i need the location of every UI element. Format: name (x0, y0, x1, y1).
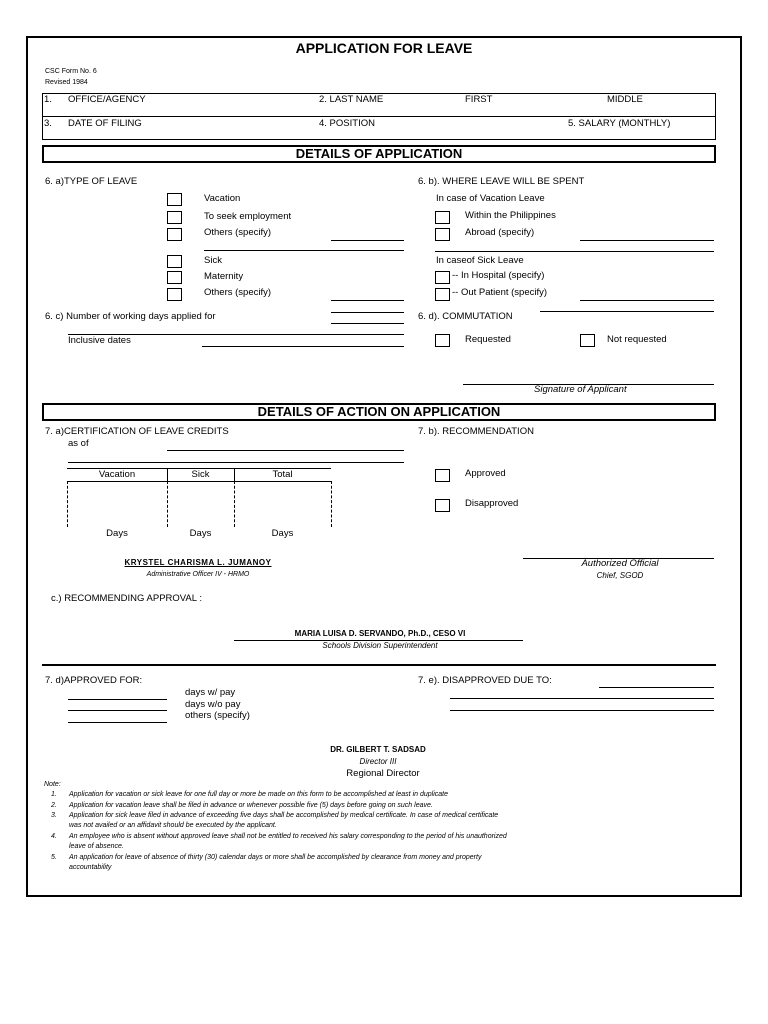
approved-for-heading: 7. d)APPROVED FOR: (45, 675, 143, 686)
note-text: Application for vacation leave shall be filed in advance or whenever possible five (5) days before going on such leave. (69, 802, 433, 809)
disapproved-due-heading: 7. e). DISAPPROVED DUE TO: (418, 675, 552, 686)
disapproved-due-line-2[interactable] (450, 710, 714, 711)
inclusive-dates-line[interactable] (202, 346, 404, 347)
disapproved-due-line-0[interactable] (599, 687, 714, 688)
out-patient-checkbox[interactable] (435, 288, 450, 301)
commutation-line (540, 311, 714, 312)
as-of-line[interactable] (167, 450, 404, 451)
vacation-others-line[interactable] (331, 240, 404, 241)
credits-vacation-days: Days (106, 528, 128, 539)
not-requested-label: Not requested (607, 334, 667, 345)
approved-for-line-2[interactable] (68, 722, 167, 723)
last-name-label: 2. LAST NAME (319, 94, 384, 105)
disapproved-checkbox[interactable] (435, 499, 450, 512)
days-without-pay-label: days w/o pay (185, 699, 241, 710)
section-divider (42, 664, 716, 666)
as-of-label: as of (68, 438, 89, 449)
approved-checkbox[interactable] (435, 469, 450, 482)
requested-label: Requested (465, 334, 511, 345)
sick-checkbox[interactable] (167, 255, 182, 268)
days-with-pay-label: days w/ pay (185, 687, 236, 698)
note-text: Application for vacation or sick leave for one full day or more be made on this form to be accomplished at least in duplicate (69, 791, 448, 798)
requested-checkbox[interactable] (435, 334, 450, 347)
maternity-checkbox[interactable] (167, 271, 182, 284)
form-title: APPLICATION FOR LEAVE (295, 40, 473, 56)
recommending-approval-label: c.) RECOMMENDING APPROVAL : (51, 593, 202, 604)
position-label: 4. POSITION (319, 118, 375, 129)
working-days-top-line (331, 312, 404, 313)
approved-for-line-1[interactable] (68, 710, 167, 711)
date-of-filing-number: 3. (44, 118, 52, 129)
director-name: DR. GILBERT T. SADSAD (330, 745, 426, 754)
inclusive-dates-label: Inclusive dates (68, 335, 131, 346)
authorized-official-title: Chief, SGOD (596, 571, 644, 580)
credits-dash-4 (331, 481, 332, 527)
within-philippines-label: Within the Philippines (465, 210, 556, 221)
hrmo-title: Administrative Officer IV - HRMO (146, 571, 250, 578)
note-number: 3. (51, 812, 57, 819)
where-spent-heading: 6. b). WHERE LEAVE WILL BE SPENT (418, 176, 585, 187)
vacation-others-line-2[interactable] (204, 250, 404, 251)
certification-heading: 7. a)CERTIFICATION OF LEAVE CREDITS (45, 426, 229, 437)
office-agency-label: OFFICE/AGENCY (68, 94, 146, 105)
in-hospital-checkbox[interactable] (435, 271, 450, 284)
sick-others-checkbox[interactable] (167, 288, 182, 301)
office-agency-number: 1. (44, 94, 52, 105)
notes-heading: Note: (44, 781, 61, 788)
first-name-label: FIRST (465, 94, 493, 105)
form-number: CSC Form No. 6 (45, 68, 97, 75)
working-days-short-line[interactable] (331, 323, 404, 324)
within-philippines-checkbox[interactable] (435, 211, 450, 224)
credits-sick-header: Sick (191, 469, 210, 480)
in-hospital-label: -- In Hospital (specify) (452, 270, 545, 281)
sick-others-label: Others (specify) (204, 287, 272, 298)
credits-total-header: Total (272, 469, 293, 480)
abroad-label: Abroad (specify) (465, 227, 535, 238)
header-divider (42, 116, 716, 117)
note-text: Application for sick leave filed in advance of exceeding five days shall be accomplished by medical certificate. In case of medical certificate (69, 812, 499, 819)
middle-name-label: MIDDLE (607, 94, 643, 105)
sick-others-line[interactable] (331, 300, 404, 301)
certification-line-2[interactable] (68, 462, 404, 463)
director-title: Director III (359, 757, 397, 766)
commutation-heading: 6. d). COMMUTATION (418, 311, 513, 322)
note-text: leave of absence. (69, 843, 124, 850)
seek-employment-checkbox[interactable] (167, 211, 182, 224)
recommendation-heading: 7. b). RECOMMENDATION (418, 426, 534, 437)
superintendent-title: Schools Division Superintendent (322, 641, 438, 650)
credits-table-header-bottom (67, 481, 331, 482)
credits-dash-2 (167, 481, 168, 527)
credits-vacation-header: Vacation (98, 469, 136, 480)
vacation-label: Vacation (204, 193, 241, 204)
authorized-official-label: Authorized Official (581, 558, 659, 569)
type-of-leave-heading: 6. a)TYPE OF LEAVE (45, 176, 138, 187)
vacation-checkbox[interactable] (167, 193, 182, 206)
out-patient-label: -- Out Patient (specify) (452, 287, 548, 298)
disapproved-due-line-1[interactable] (450, 698, 714, 699)
approved-label: Approved (465, 468, 506, 479)
abroad-line-2[interactable] (435, 251, 714, 252)
note-number: 4. (51, 833, 57, 840)
sick-label: Sick (204, 255, 222, 266)
salary-label: 5. SALARY (MONTHLY) (568, 118, 671, 129)
seek-employment-label: To seek employment (204, 211, 292, 222)
date-of-filing-label: DATE OF FILING (68, 118, 142, 129)
superintendent-name: MARIA LUISA D. SERVANDO, Ph.D., CESO VI (294, 629, 466, 638)
note-text: was not availed or an affidavit should be executed by the applicant. (69, 822, 277, 829)
credits-dash-1 (67, 481, 68, 527)
others-specify-label: others (specify) (185, 710, 250, 721)
approved-for-line-0[interactable] (68, 699, 167, 700)
vacation-others-checkbox[interactable] (167, 228, 182, 241)
working-days-heading: 6. c) Number of working days applied for (45, 311, 216, 322)
sick-case-label: In caseof Sick Leave (436, 255, 524, 266)
details-of-application-banner: DETAILS OF APPLICATION (42, 145, 716, 163)
note-number: 1. (51, 791, 57, 798)
abroad-line[interactable] (580, 240, 714, 241)
note-number: 5. (51, 854, 57, 861)
hrmo-name: KRYSTEL CHARISMA L. JUMANOY (124, 558, 272, 567)
abroad-checkbox[interactable] (435, 228, 450, 241)
note-text: An application for leave of absence of thirty (30) calendar days or more shall be accomplished by clearance from money and property (69, 854, 482, 861)
vacation-others-label: Others (specify) (204, 227, 272, 238)
director-office: Regional Director (346, 768, 420, 779)
note-text: An employee who is absent without approved leave shall not be entitled to received his salary corresponding to the period of his unauthorized (69, 833, 507, 840)
credits-sick-days: Days (189, 528, 212, 539)
disapproved-label: Disapproved (465, 498, 519, 509)
form-revised: Revised 1984 (45, 79, 88, 86)
credits-dash-3 (234, 481, 235, 527)
maternity-label: Maternity (204, 271, 244, 282)
applicant-signature-label: Signature of Applicant (534, 384, 627, 395)
note-text: accountability (69, 864, 112, 871)
not-requested-checkbox[interactable] (580, 334, 595, 347)
details-of-action-banner: DETAILS OF ACTION ON APPLICATION (42, 403, 716, 421)
note-number: 2. (51, 802, 57, 809)
credits-total-days: Days (271, 528, 294, 539)
vacation-case-label: In case of Vacation Leave (436, 193, 545, 204)
out-patient-line[interactable] (580, 300, 714, 301)
